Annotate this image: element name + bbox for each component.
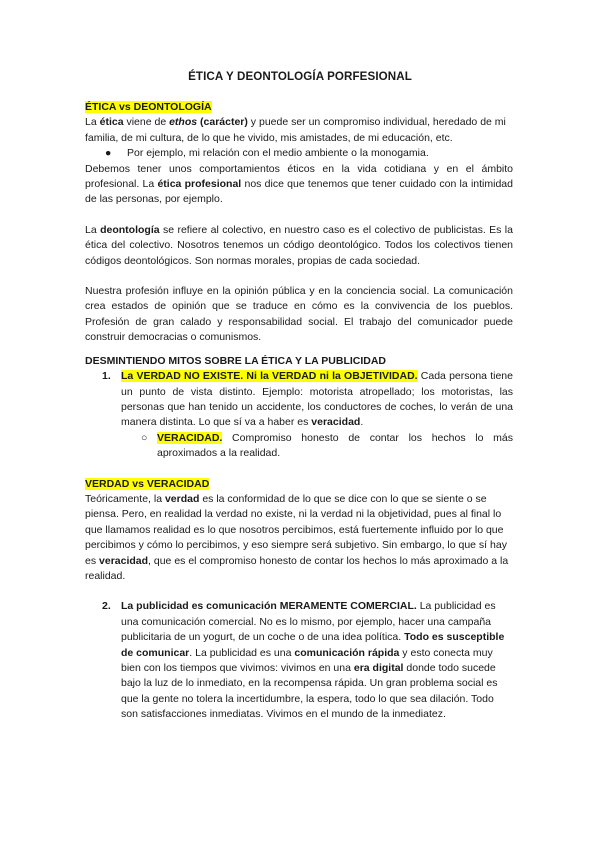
paragraph-verdad [85,492,513,584]
bold-term: deontología [100,223,160,236]
text-run: viene de [123,116,170,129]
italic-term: ethos [169,116,198,129]
bullet-dot-icon: ● [105,147,112,160]
text-run: La publicidad es una comunicación comercial. No es lo mismo, por ejemplo, hacer una campaña publicitaria de un yogurt, de un coche o de una idea política. [121,600,496,644]
text-run: La [85,116,100,129]
item-number: 2. [102,600,111,613]
bold-term: ética profesional [157,178,242,191]
bullet-text: Por ejemplo, mi relación con el medio ambiente o la monogamia. [127,147,429,160]
paragraph-deontologia [85,223,513,269]
text-run: . La publicidad es una [189,646,295,659]
numbered-item-1 [85,369,513,431]
text-run: es la conformidad de lo que se dice con lo que se siente o se piensa. Pero, en realidad la verdad no existe, ni la verdad ni la objetividad, pues al final lo que llamamos realidad es lo que nosotros percibimos, está fuertemente influido por lo que percibimos y cómo lo percibimos, y eso siempre será subjetivo. Sin embargo, lo que sí hay es [85,492,507,567]
text-run: Debemos tener unos comportamientos éticos en la vida cotidiana y en el ámbito profesional. La [85,162,513,191]
document-body [85,100,513,723]
text-run: La [85,223,101,236]
section-heading-mitos: DESMINTIENDO MITOS SOBRE LA ÉTICA Y LA PUBLICIDAD [85,354,387,367]
text-run: Teóricamente, la [85,492,165,505]
text-run: Compromiso honesto de contar los hechos lo más aproximados a la realidad. [157,431,513,460]
bold-term: ética [99,116,124,129]
bullet-item [85,146,513,161]
text-run: donde todo sucede bajo la luz de lo inmediato, en la recompensa rápida. Un gran problema social es que la gente no tolera la incertidumbre, la espera, todo lo que sea dilación. Todo son satisfacciones inmediatas. Vivimos en el mundo de la inmediatez. [121,662,498,721]
highlighted-heading: ÉTICA vs DEONTOLOGÍA [85,101,212,113]
paragraph-etica-profesional [85,162,513,208]
bold-term: era digital [353,662,404,674]
paragraph-etica-definition [85,115,513,146]
highlighted-heading: VERDAD vs VERACIDAD [85,477,210,490]
sub-item-veracidad [85,431,513,462]
circle-bullet-icon: ○ [141,431,148,444]
text-run: , que es el compromiso honesto de contar los hechos lo más aproximado a la realidad. [85,554,509,582]
bold-term: verdad [164,492,200,505]
text-run: nos dice que tenemos que tener cuidado con la intimidad de las personas, por ejemplo. [85,178,513,206]
text-run: y puede ser un compromiso individual, heredado de mi familia, de mi cultura, de lo que he vivido, mis amistades, de mi educación, etc. [85,116,506,144]
document-title: ÉTICA Y DEONTOLOGÍA PORFESIONAL [188,70,412,83]
bold-term: veracidad [99,554,149,567]
text-run: se refiere al colectivo, en nuestro caso es el colectivo de publicistas. Es la ética del colectivo. Nosotros tenemos un código deontológico. Todos los colectivos tienen códigos deontológicos. Son normas morales, propias de cada sociedad. [85,223,513,267]
bold-term: comunicación rápida [294,646,400,659]
item-number: 1. [102,370,111,383]
section-heading-etica-deontologia [85,100,513,115]
text-run: y esto conecta muy bien con los tiempos que vivimos: vivimos en una [121,646,493,674]
highlighted-term: VERACIDAD. [157,431,223,444]
text-run: . [360,416,364,429]
numbered-item-2 [85,599,513,722]
paragraph-profesion: Nuestra profesión influye en la opinión pública y en la conciencia social. La comunicación crea estados de opinión que se traduce en cómo es la convivencia de los pueblos. Profesión de gran calado y responsabilidad social. El trabajo del comunicador puede construir democracias o comunismos. [85,285,513,344]
bold-claim: La publicidad es comunicación MERAMENTE COMERCIAL. [121,600,417,613]
bold-term: Todo es susceptible de comunicar [121,631,505,659]
highlighted-claim: La VERDAD NO EXISTE. Ni la VERDAD ni la OBJETIVIDAD. [121,370,418,383]
section-heading-verdad-veracidad [85,477,513,492]
text-run: Cada persona tiene un punto de vista distinto. Ejemplo: motorista atropellado; los motoristas, las personas que han tenido un accidente, los conductores de coches, lo verán de una manera distinta. Lo que sí va a haber es [121,370,513,429]
bold-term: veracidad [311,416,361,429]
bold-term: (carácter) [197,116,248,129]
